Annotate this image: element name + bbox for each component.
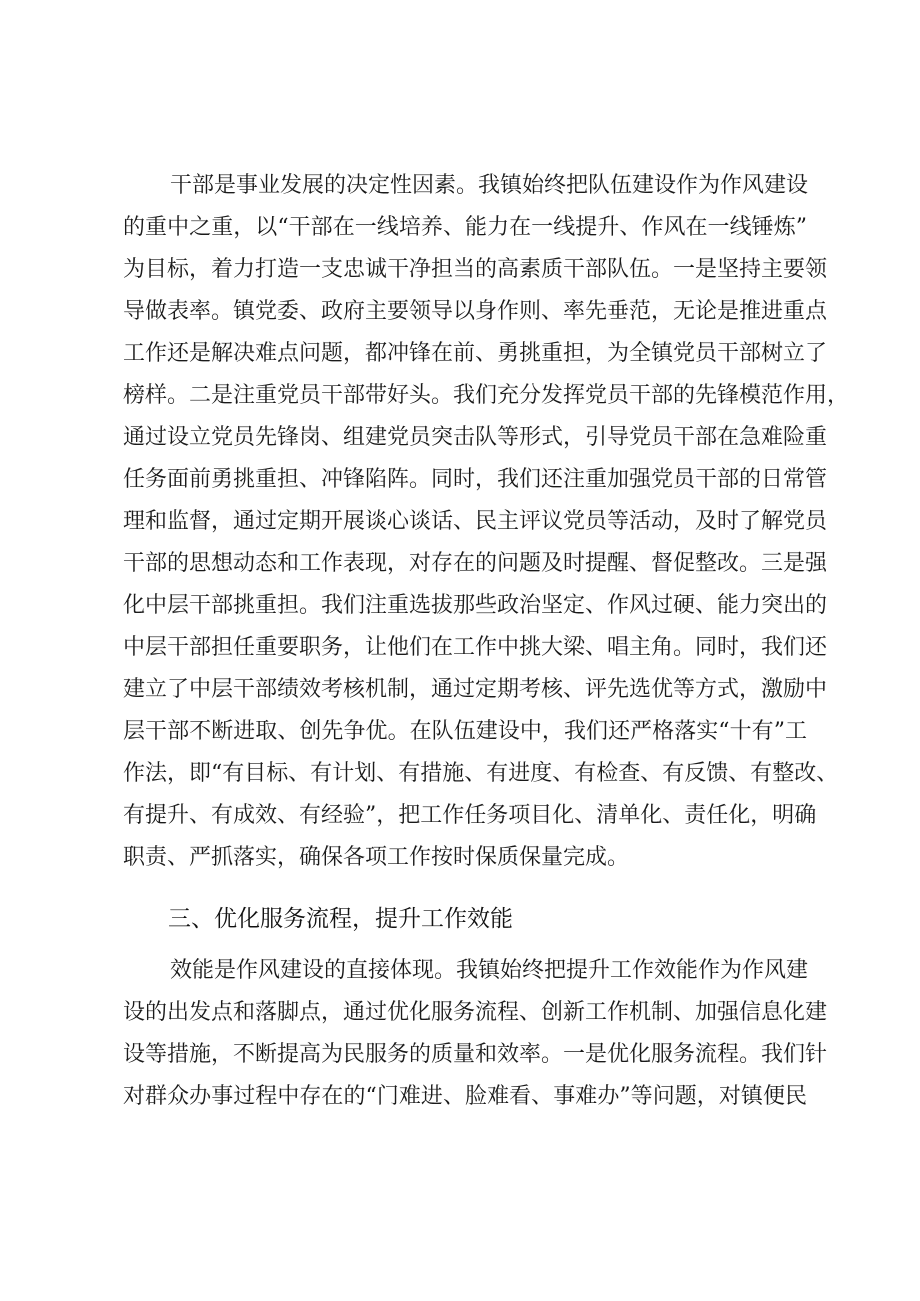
paragraph-line: 效能是作风建设的直接体现。我镇始终把提升工作效能作为作风建 — [170, 958, 809, 983]
paragraph-line: 有提升、有成效、有经验”，把工作任务项目化、清单化、责任化，明确 — [123, 803, 817, 828]
paragraph-line: 建立了中层干部绩效考核机制，通过定期考核、评先选优等方式，激励中 — [123, 677, 828, 702]
paragraph-line: 榜样。二是注重党员干部带好头。我们充分发挥党员干部的先锋模范作用， — [123, 383, 850, 408]
paragraph-line: 导做表率。镇党委、政府主要领导以身作则、率先垂范，无论是推进重点 — [123, 299, 828, 324]
paragraph-line: 中层干部担任重要职务，让他们在工作中挑大梁、唱主角。同时，我们还 — [123, 635, 828, 660]
paragraph-line: 干部是事业发展的决定性因素。我镇始终把队伍建设作为作风建设 — [170, 173, 809, 198]
paragraph-line: 职责、严抓落实，确保各项工作按时保质保量完成。 — [123, 845, 630, 870]
paragraph-line: 任务面前勇挑重担、冲锋陷阵。同时，我们还注重加强党员干部的日常管 — [123, 467, 828, 492]
paragraph-line: 层干部不断进取、创先争优。在队伍建设中，我们还严格落实“十有”工 — [123, 719, 807, 744]
paragraph-line: 理和监督，通过定期开展谈心谈话、民主评议党员等活动，及时了解党员 — [123, 509, 828, 534]
paragraph-line: 化中层干部挑重担。我们注重选拔那些政治坚定、作风过硬、能力突出的 — [123, 593, 828, 618]
paragraph-line: 干部的思想动态和工作表现，对存在的问题及时提醒、督促整改。三是强 — [123, 551, 828, 576]
paragraph-line: 通过设立党员先锋岗、组建党员突击队等形式，引导党员干部在急难险重 — [123, 425, 828, 450]
paragraph-line: 的重中之重，以“干部在一线培养、能力在一线提升、作风在一线锤炼” — [123, 215, 807, 240]
paragraph-line: 对群众办事过程中存在的“门难进、脸难看、事难办”等问题，对镇便民 — [123, 1084, 807, 1109]
section-heading: 三、优化服务流程，提升工作效能 — [168, 906, 513, 932]
paragraph-line: 设等措施，不断提高为民服务的质量和效率。一是优化服务流程。我们针 — [123, 1042, 828, 1067]
paragraph-line: 设的出发点和落脚点，通过优化服务流程、创新工作机制、加强信息化建 — [123, 1000, 828, 1025]
paragraph-line: 为目标，着力打造一支忠诚干净担当的高素质干部队伍。一是坚持主要领 — [123, 257, 828, 282]
paragraph-line: 作法，即“有目标、有计划、有措施、有进度、有检查、有反馈、有整改、 — [123, 761, 839, 786]
paragraph-line: 工作还是解决难点问题，都冲锋在前、勇挑重担，为全镇党员干部树立了 — [123, 341, 828, 366]
